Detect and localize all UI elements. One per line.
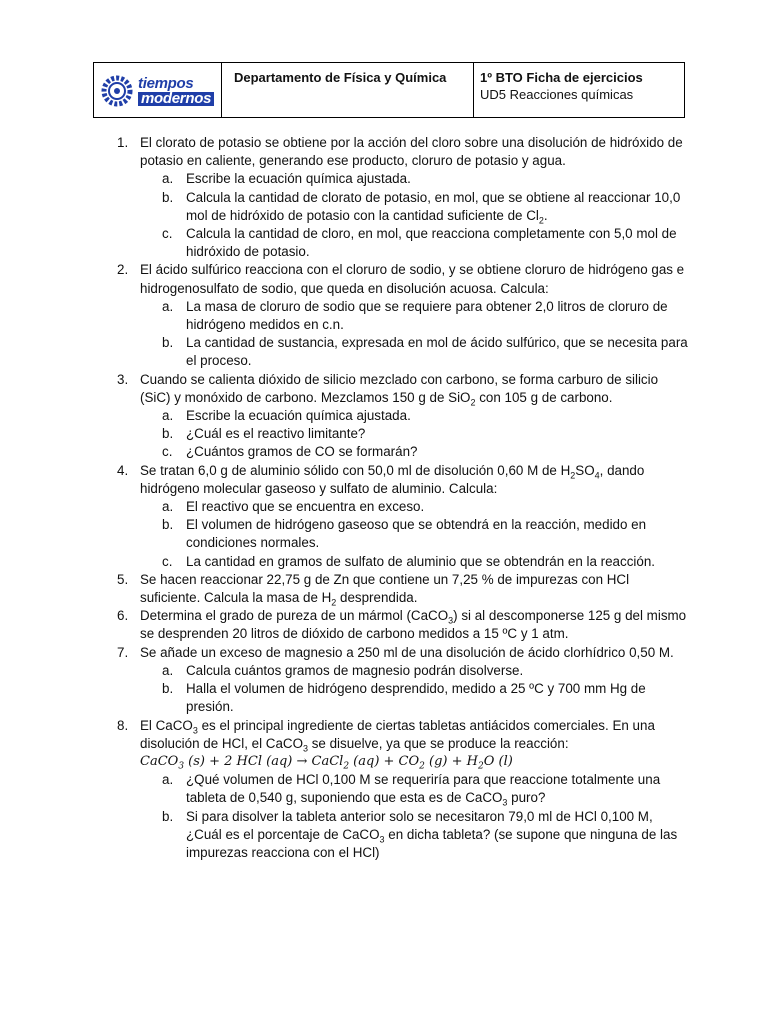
subquestion-list [140, 662, 688, 717]
subquestion-list [140, 170, 688, 261]
subquestion-item [140, 553, 688, 571]
subquestion-text: ¿Cuál es el reactivo limitante? [186, 426, 366, 442]
logo-text-bottom: modernos [138, 92, 214, 106]
exercise-text: Se tratan 6,0 g de aluminio sólido con 50,0 ml de disolución 0,60 M de $H_2SO_4$, dando hidrógeno molecular gaseoso y sulfato de aluminio. Calcula: [140, 462, 645, 496]
exercise-item [0, 571, 768, 607]
subquestion-list [140, 298, 688, 371]
logo [100, 71, 218, 111]
exercise-item [0, 462, 768, 571]
subquestion-item [140, 662, 688, 680]
subquestion-letter: b. [162, 335, 174, 351]
course-cell [474, 63, 684, 117]
subquestion-item [140, 189, 688, 225]
subquestion-text: ¿Qué volumen de HCl 0,100 M se requeriría para que reaccione totalmente una tableta de 0,540 g, suponiendo que esta es de CaCO$_3$ puro? [186, 772, 661, 808]
exercise-number: 4. [117, 462, 129, 478]
subquestion-item [140, 170, 688, 188]
subquestion-text: Escribe la ecuación química ajustada. [186, 408, 411, 424]
exercise-number: 7. [117, 644, 129, 660]
exercise-text: El CaCO$_3$ es el principal ingrediente de ciertas tabletas antiácidos comerciales. En una disolución de HCl, el CaCO$_3$ se disuelve, ya que se produce la reacción: [140, 717, 655, 754]
subquestion-item [140, 225, 688, 261]
department-name: Departamento de Física y Química [234, 70, 447, 85]
exercise-number: 1. [117, 135, 129, 150]
gear-icon [100, 74, 134, 108]
subquestion-letter: a. [162, 171, 174, 187]
subquestion-item [140, 425, 688, 443]
subquestion-list [140, 771, 688, 862]
subquestion-text: Calcula la cantidad de cloro, en mol, que reacciona completamente con 5,0 mol de hidróxido de potasio. [186, 226, 677, 260]
exercise-number: 3. [117, 371, 129, 387]
subquestion-letter: c. [162, 444, 173, 460]
exercise-text: Se hacen reaccionar 22,75 g de Zn que contiene un 7,25 % de impurezas con HCl suficiente. Calcula la masa de $H_2$ desprendida. [140, 571, 630, 608]
chemical-equation: CaCO$_3$ (s) + 2 HCl (aq) → CaCl$_2$ $(aq) + CO_2$ $(g) + H_2O$ (l) [140, 753, 513, 772]
subquestion-text: La cantidad de sustancia, expresada en mol de ácido sulfúrico, que se necesita para el proceso. [186, 335, 688, 369]
subquestion-item [140, 407, 688, 425]
exercise-item [0, 717, 768, 863]
exercise-item [0, 261, 768, 370]
subquestion-letter: b. [162, 426, 174, 442]
subquestion-item [140, 771, 688, 807]
subquestion-letter: a. [162, 298, 174, 314]
subquestion-text: Halla el volumen de hidrógeno desprendido, medido a 25 ºC y 700 mm Hg de presión. [186, 681, 646, 715]
subquestion-item [140, 298, 688, 334]
exercise-text: Se añade un exceso de magnesio a 250 ml de una disolución de ácido clorhídrico 0,50 M. [140, 644, 674, 660]
subquestion-letter: a. [162, 499, 174, 515]
subquestion-letter: b. [162, 517, 174, 533]
subquestion-text: El volumen de hidrógeno gaseoso que se obtendrá en la reacción, medido en condiciones normales. [186, 517, 647, 551]
subquestion-item [140, 334, 688, 370]
subquestion-letter: b. [162, 808, 174, 824]
exercise-item [0, 607, 768, 643]
exercise-number: 2. [117, 262, 129, 278]
subquestion-letter: a. [162, 662, 174, 678]
course-title: 1º BTO Ficha de ejercicios [480, 70, 643, 85]
exercise-number: 8. [117, 717, 129, 733]
subquestion-letter: a. [162, 408, 174, 424]
logo-text-top: tiempos [138, 75, 194, 92]
subquestion-letter: b. [162, 681, 174, 697]
exercise-text: Cuando se calienta dióxido de silicio mezclado con carbono, se forma carburo de silicio (SiC) y monóxido de carbono. Mezclamos 150 g de SiO$_2$ con 105 g de carbono. [140, 371, 659, 408]
subquestion-text: Si para disolver la tableta anterior solo se necesitaron 79,0 ml de HCl 0,100 M, ¿Cuál es el porcentaje de CaCO$_3$ en dicha tableta? (se supone que ninguna de las impurezas reacciona con el HCl) [186, 808, 678, 860]
exercise-text: Determina el grado de pureza de un mármol (CaCO$_3$) si al descomponerse 125 g del mismo se desprenden 20 litros de dióxido de carbono medidos a 15 ºC y 1 atm. [140, 608, 687, 642]
logo-cell [94, 63, 222, 117]
subquestion-item [140, 808, 688, 863]
exercise-number: 5. [117, 571, 129, 587]
unit-title: UD5 Reacciones químicas [480, 87, 634, 102]
subquestion-text: Calcula cuántos gramos de magnesio podrán disolverse. [186, 662, 524, 678]
subquestion-item [140, 516, 688, 552]
subquestion-item [140, 443, 688, 461]
subquestion-text: El reactivo que se encuentra en exceso. [186, 499, 425, 515]
subquestion-letter: c. [162, 226, 173, 242]
subquestion-text: La cantidad en gramos de sulfato de aluminio que se obtendrán en la reacción. [186, 553, 655, 569]
department-cell [222, 63, 474, 117]
exercise-list [0, 134, 768, 862]
subquestion-letter: c. [162, 553, 173, 569]
subquestion-letter: a. [162, 772, 174, 788]
exercise-item [0, 134, 768, 261]
subquestion-text: Calcula la cantidad de clorato de potasio, en mol, que se obtiene al reaccionar 10,0 mol de hidróxido de potasio con la cantidad suficiente de $Cl_2$. [186, 189, 681, 226]
header-table [93, 62, 685, 118]
exercise-text: El ácido sulfúrico reacciona con el cloruro de sodio, y se obtiene cloruro de hidrógeno gas e hidrogenosulfato de sodio, que queda en disolución acuosa. Calcula: [140, 262, 685, 296]
subquestion-item [140, 680, 688, 716]
exercise-text: El clorato de potasio se obtiene por la acción del cloro sobre una disolución de hidróxido de potasio en caliente, generando ese producto, cloruro de potasio y agua. [140, 135, 683, 169]
exercise-number: 6. [117, 608, 129, 624]
subquestion-list [140, 407, 688, 462]
subquestion-text: La masa de cloruro de sodio que se requiere para obtener 2,0 litros de cloruro de hidrógeno medidos en c.n. [186, 298, 668, 333]
exercise-item [0, 644, 768, 717]
subquestion-letter: b. [162, 189, 174, 205]
exercise-item [0, 371, 768, 462]
subquestion-text: ¿Cuántos gramos de CO se formarán? [186, 444, 418, 460]
subquestion-item [140, 498, 688, 516]
subquestion-text: Escribe la ecuación química ajustada. [186, 171, 411, 187]
exercise-content [0, 134, 768, 862]
subquestion-list [140, 498, 688, 571]
